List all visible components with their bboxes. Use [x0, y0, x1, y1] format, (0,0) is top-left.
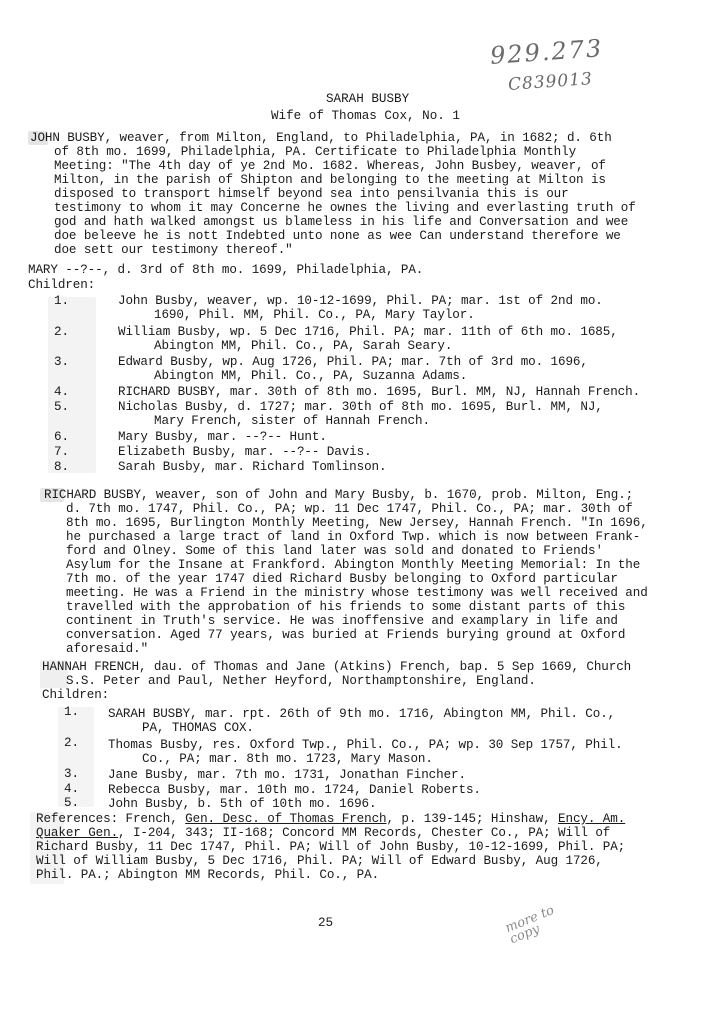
child-line: William Busby, wp. 5 Dec 1716, Phil. PA; mar. 11th of 6th mo. 1685,: [118, 325, 618, 339]
references-text: , I-204, 343; II-168; Concord MM Records, Chester Co., PA; Will of: [118, 826, 611, 840]
john-line: god and hath walked amongst us blameless in his life and Conversation and wee: [54, 215, 629, 229]
child-number: 2.: [64, 736, 80, 750]
child-number: 1.: [64, 705, 80, 719]
references-line: Will of William Busby, 5 Dec 1716, Phil. PA; Will of Edward Busby, Aug 1726,: [36, 854, 603, 868]
child-line: PA, THOMAS COX.: [142, 721, 254, 735]
john-line: testimony to whom it may Concerne he ownes the living and everlasting truth of: [54, 201, 636, 215]
richard-line: he purchased a large tract of land in Oxford Twp. which is now between Frank-: [66, 530, 641, 544]
handwritten-call-number: 929.273: [489, 34, 605, 70]
richard-line: d. 7th mo. 1747, Phil. Co., PA; wp. 11 Dec 1747, Phil. Co., PA; mar. 30th of: [66, 502, 633, 516]
reference-title: Gen. Desc. of Thomas French: [185, 812, 387, 826]
richard-line: Asylum for the Insane at Frankford. Abington Monthly Meeting Memorial: In the: [66, 558, 641, 572]
john-line: doe beleeve he is nott Indebted unto none as wee Can understand therefore we: [54, 229, 621, 243]
references-text: , p. 139-145; Hinshaw,: [386, 812, 559, 826]
child-line: Edward Busby, wp. Aug 1726, Phil. PA; mar. 7th of 3rd mo. 1696,: [118, 355, 588, 369]
child-line: SARAH BUSBY, mar. rpt. 26th of 9th mo. 1716, Abington MM, Phil. Co.,: [108, 707, 616, 721]
child-line: Abington MM, Phil. Co., PA, Suzanna Adams.: [154, 369, 468, 383]
hannah-line: HANNAH FRENCH, dau. of Thomas and Jane (Atkins) French, bap. 5 Sep 1669, Church: [42, 660, 632, 674]
handwritten-note: more to copy: [503, 902, 557, 948]
hannah-line: S.S. Peter and Paul, Nether Heyford, Northamptonshire, England.: [66, 674, 536, 688]
references-line: Phil. PA.; Abington MM Records, Phil. Co., PA.: [36, 868, 380, 882]
children-label: Children:: [28, 278, 96, 292]
page-subtitle: Wife of Thomas Cox, No. 1: [271, 109, 460, 123]
child-number: 7.: [54, 445, 70, 459]
child-line: John Busby, weaver, wp. 10-12-1699, Phil. PA; mar. 1st of 2nd mo.: [118, 294, 603, 308]
child-line: Nicholas Busby, d. 1727; mar. 30th of 8th mo. 1695, Burl. MM, NJ,: [118, 400, 603, 414]
child-number: 5.: [64, 796, 80, 810]
handwritten-call-number-2: C839013: [507, 69, 594, 95]
richard-line: 7th mo. of the year 1747 died Richard Busby belonging to Oxford particular: [66, 572, 618, 586]
references-label: References: French,: [36, 812, 186, 826]
john-line: Meeting: "The 4th day of ye 2nd Mo. 1682. Whereas, John Busbey, weaver, of: [54, 159, 606, 173]
john-line: doe sett our testimony thereof.": [54, 243, 293, 257]
mary-line: MARY --?--, d. 3rd of 8th mo. 1699, Philadelphia, PA.: [28, 263, 424, 277]
child-line: Mary Busby, mar. --?-- Hunt.: [118, 430, 327, 444]
page-number: 25: [318, 916, 334, 930]
child-line: Sarah Busby, mar. Richard Tomlinson.: [118, 460, 387, 474]
child-line: Mary French, sister of Hannah French.: [154, 414, 430, 428]
richard-line: ford and Olney. Some of this land later was sold and donated to Friends': [66, 544, 603, 558]
richard-line: meeting. He was a Friend in the ministry whose testimony was well received and: [66, 586, 648, 600]
child-number: 3.: [64, 767, 80, 781]
child-line: John Busby, b. 5th of 10th mo. 1696.: [108, 797, 377, 811]
john-line: JOHN BUSBY, weaver, from Milton, England, to Philadelphia, PA, in 1682; d. 6th: [30, 131, 612, 145]
child-line: Rebecca Busby, mar. 10th mo. 1724, Daniel Roberts.: [108, 783, 481, 797]
child-number: 3.: [54, 355, 70, 369]
references-line: [36, 826, 610, 840]
child-number: 6.: [54, 430, 70, 444]
richard-line: 8th mo. 1695, Burlington Monthly Meeting, New Jersey, Hannah French. "In 1696,: [66, 516, 648, 530]
child-number: 4.: [54, 385, 70, 399]
child-line: Elizabeth Busby, mar. --?-- Davis.: [118, 445, 372, 459]
page-title: SARAH BUSBY: [326, 92, 410, 106]
richard-line: travelled with the approbation of his friends to some distant parts of this: [66, 600, 626, 614]
references-line: Richard Busby, 11 Dec 1747, Phil. PA; Will of John Busby, 10-12-1699, Phil. PA;: [36, 840, 626, 854]
child-line: Thomas Busby, res. Oxford Twp., Phil. Co., PA; wp. 30 Sep 1757, Phil.: [108, 738, 623, 752]
richard-line: conversation. Aged 77 years, was buried at Friends burying ground at Oxford: [66, 628, 626, 642]
child-line: Co., PA; mar. 8th mo. 1723, Mary Mason.: [142, 752, 433, 766]
john-line: of 8th mo. 1699, Philadelphia, PA. Certificate to Philadelphia Monthly: [54, 145, 577, 159]
reference-title: Quaker Gen.: [36, 826, 119, 840]
child-line: Jane Busby, mar. 7th mo. 1731, Jonathan Fincher.: [108, 768, 466, 782]
richard-line: aforesaid.": [66, 642, 149, 656]
child-number: 4.: [64, 782, 80, 796]
child-line: 1690, Phil. MM, Phil. Co., PA, Mary Taylor.: [154, 308, 475, 322]
children-label: Children:: [42, 688, 110, 702]
child-number: 8.: [54, 460, 70, 474]
richard-line: RICHARD BUSBY, weaver, son of John and Mary Busby, b. 1670, prob. Milton, Eng.;: [44, 488, 634, 502]
john-line: disposed to transport himself beyond sea into pensilvania this is our: [54, 187, 569, 201]
child-number: 5.: [54, 400, 70, 414]
john-line: Milton, in the parish of Shipton and belonging to the meeting at Milton is: [54, 173, 606, 187]
child-line: Abington MM, Phil. Co., PA, Sarah Seary.: [154, 339, 453, 353]
richard-line: continent in Truth's service. He was inoffensive and examplary in life and: [66, 614, 618, 628]
child-number: 2.: [54, 325, 70, 339]
reference-title: Ency. Am.: [558, 812, 626, 826]
child-line: RICHARD BUSBY, mar. 30th of 8th mo. 1695, Burl. MM, NJ, Hannah French.: [118, 385, 641, 399]
references-line: [36, 812, 625, 826]
child-number: 1.: [54, 294, 70, 308]
